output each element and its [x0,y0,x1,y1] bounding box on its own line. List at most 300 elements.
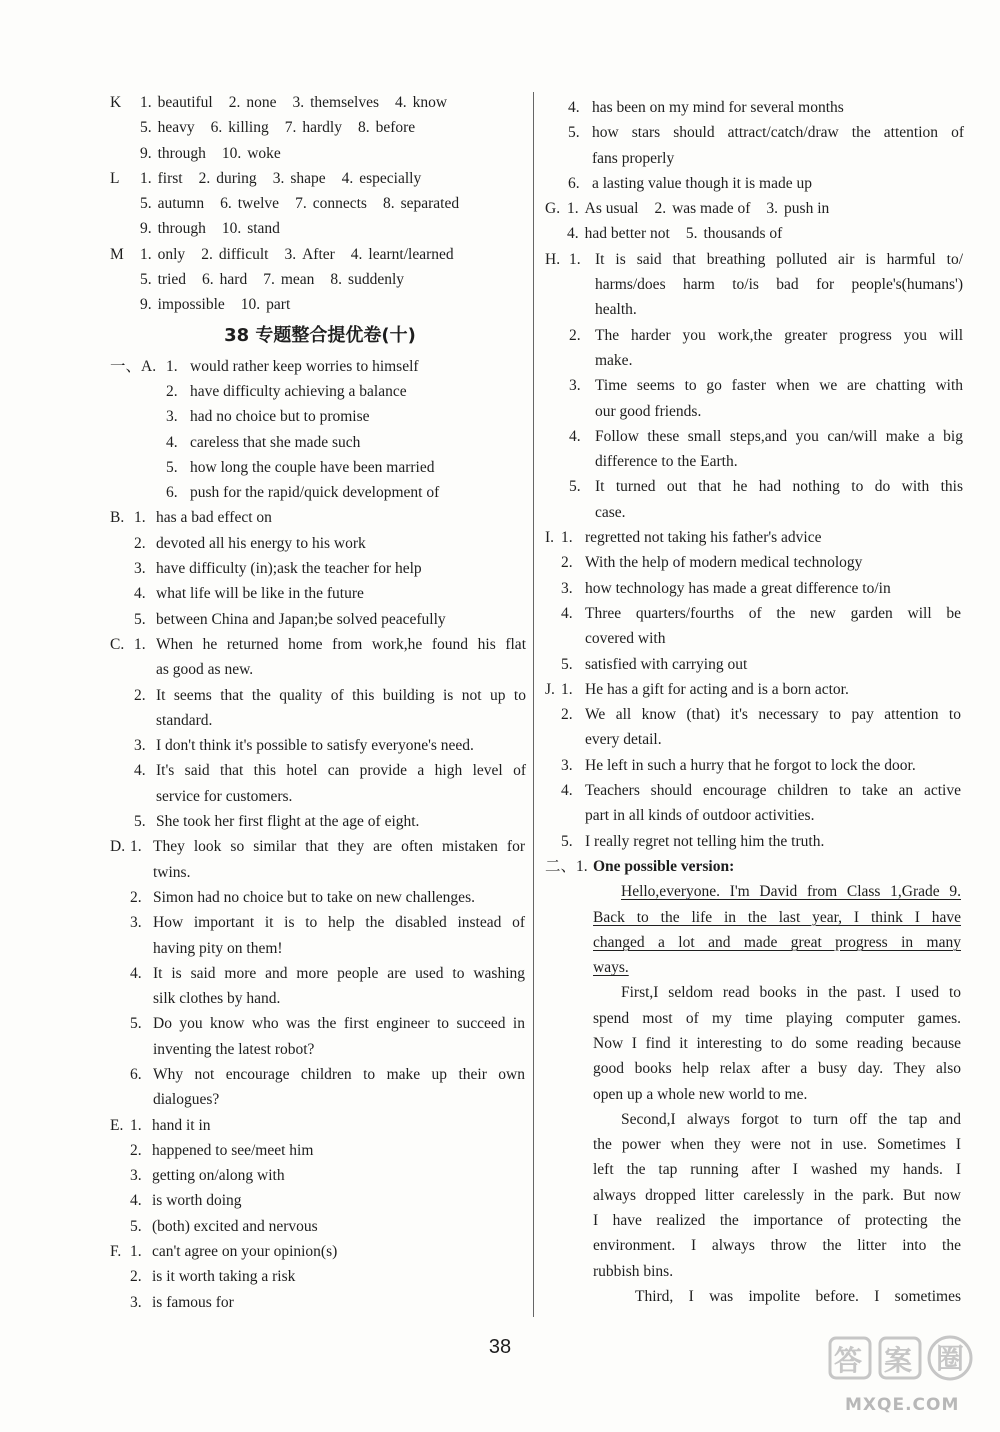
answer-line [110,480,530,505]
essay-text: spend most of my time playing computer games. [593,1009,961,1027]
section-label: I. [545,529,555,547]
answer-line [110,455,530,480]
row-items [140,216,296,241]
item-text: It turned out that he had nothing to do with this [595,478,963,496]
item-number: 3. [561,579,573,597]
answer-line [110,1113,530,1138]
item-number: 4. [350,245,363,263]
essay-text: left the tap running after I washed my hands. I [593,1161,961,1179]
item-number: 6. [568,174,580,192]
answer-line [110,531,530,556]
answer-row [110,216,530,241]
answer-line [545,348,965,373]
item-number: 3. [130,1167,142,1185]
item-number: 5. [685,225,698,243]
item-answer: hardly [302,119,342,137]
item-number: 3. [561,756,573,774]
answer-line [545,399,965,424]
item-number: 6. [130,1065,142,1083]
item-text: satisfied with carrying out [585,655,748,673]
section-label: D. [110,838,126,856]
item-number: 9. [140,296,152,314]
item-number: 4. [166,433,178,451]
item-text: The harder you work,the greater progress you will [595,326,963,344]
item-number: 2. [569,326,581,344]
item-text: how stars should attract/catch/draw the attention of [592,124,964,142]
essay-text: good books help relax after a busy day. They also [593,1060,961,1078]
item-answer: push in [784,200,830,218]
item-text: would rather keep worries to himself [190,357,419,375]
answer-line [110,1011,530,1036]
answer-line [110,505,530,530]
section-label: H. [545,250,561,268]
section-label: G. [545,200,561,218]
essay-line [545,1259,965,1284]
item-number: 4. [130,1192,142,1210]
item-text: dialogues? [153,1091,220,1109]
left-column [110,90,530,1315]
item-text: It's said that this hotel can provide a high level of [156,762,526,780]
essay-line [545,1157,965,1182]
item-number: 8. [357,119,370,137]
essay-text: rubbish bins. [593,1262,674,1280]
item-text: can't agree on your opinion(s) [152,1243,338,1261]
essay-line [545,1132,965,1157]
item-number: 5. [568,124,580,142]
item-text: I really regret not telling him the truth. [585,832,825,850]
row-items [140,292,306,317]
essay-heading-line [545,854,965,879]
essay-line [545,1107,965,1132]
item-text: Teachers should encourage children to take an active [585,782,961,800]
answer-line [545,171,965,196]
item-answer: After [302,245,335,263]
essay-text: Third, I was impolite before. I sometimes [635,1287,961,1305]
item-number: 10. [240,296,261,314]
answer-row [110,115,530,140]
answer-line [110,354,530,379]
answer-line [110,556,530,581]
essay-text: Now I find it interesting to do some reading because [593,1034,961,1052]
answer-row [110,267,530,292]
watermark-seal-char-2: 案 [884,1344,913,1377]
item-answer: none [246,94,277,111]
answer-line [545,297,965,322]
answer-line [110,936,530,961]
answer-line [545,272,965,297]
item-text: It seems that the quality of this building is not up to [156,686,526,704]
item-number: 5. [130,1015,142,1033]
section-label: L [110,169,120,187]
essay-text: always dropped litter carelessly in the park. But now [593,1186,961,1204]
item-number: 4. [134,585,146,603]
answer-line [545,424,965,449]
item-text: is it worth taking a risk [152,1268,296,1286]
item-number: 1. [567,200,579,218]
answer-line [110,657,530,682]
item-number: 2. [654,200,667,218]
item-answer: through [157,220,206,238]
answer-line [110,1264,530,1289]
item-number: 10. [221,220,242,238]
answer-line [110,1037,530,1062]
item-number: 1. [561,529,573,547]
item-text: harms/does harm to/is bad for people's(humans') [595,276,963,294]
item-text: covered with [585,630,666,648]
row-items [567,196,845,221]
item-text: Simon had no choice but to take on new challenges. [153,888,475,906]
item-answer: know [412,94,448,111]
item-text: have difficulty achieving a balance [190,382,407,400]
item-answer: impossible [157,296,225,314]
answer-line [545,247,965,272]
item-answer: learnt/learned [368,245,454,263]
row-items [567,221,798,246]
essay-line [545,955,965,980]
item-number: 8. [382,195,395,213]
item-number: 1. [569,250,581,268]
item-answer: connects [312,195,367,213]
essay-line [545,930,965,955]
item-number: 1. [140,94,152,111]
item-answer: stand [247,220,280,238]
item-number: 9. [140,220,152,238]
answer-line [110,986,530,1011]
essay-text: First,I seldom read books in the past. I used to [621,984,961,1002]
item-number: 3. [569,377,581,395]
item-number: 2. [130,1141,142,1159]
item-text: regretted not taking his father's advice [585,529,822,547]
item-text: It is said more and more people are used to washing [153,964,525,982]
item-number: 7. [284,119,297,137]
answer-line [110,1163,530,1188]
item-answer: woke [247,144,281,162]
item-text: inventing the latest robot? [153,1040,315,1058]
essay-text: changed a lot and made great progress in many [593,933,961,951]
essay-heading: One possible version: [593,857,735,875]
item-text: service for customers. [156,787,293,805]
item-number: 5. [140,271,152,289]
answer-row [110,242,530,267]
row-items [140,166,437,191]
answer-line [110,1062,530,1087]
row-items [140,141,297,166]
item-number: 2. [201,245,213,263]
item-text: as good as new. [156,661,254,679]
item-answer: As usual [584,200,639,218]
item-text: She took her first flight at the age of eight. [156,813,420,831]
essay-line [545,905,965,930]
essay-text: ways. [593,959,629,977]
item-text: difference to the Earth. [595,453,738,471]
item-text: every detail. [585,731,662,749]
section-label: J. [545,680,555,698]
item-answer: killing [228,119,269,137]
section-label: B. [110,509,125,527]
item-number: 5. [166,458,178,476]
essay-text: Hello,everyone. I'm David from Class 1,Grade 9. [621,883,961,901]
item-answer: hard [219,271,248,289]
item-text: is worth doing [152,1192,242,1210]
item-text: part in all kinds of outdoor activities. [585,807,815,825]
item-number: 5. [140,119,152,137]
essay-line [545,1233,965,1258]
item-answer: suddenly [348,271,404,289]
item-number: 2. [228,94,241,111]
item-number: 4. [130,964,142,982]
item-number: 4. [568,99,580,116]
section-label: F. [110,1243,122,1261]
item-number: 1. [134,509,146,527]
answer-line [545,601,965,626]
section-label: C. [110,635,125,653]
item-answer: themselves [310,94,379,111]
item-number: 3. [766,200,779,218]
essay-line [545,1006,965,1031]
row-items [140,115,431,140]
item-number: 10. [221,144,242,162]
answer-line [110,1214,530,1239]
item-answer: mean [280,271,315,289]
item-number: 2. [134,534,146,552]
item-number: 4. [341,169,354,187]
answer-line [110,683,530,708]
item-number: 4. [561,782,573,800]
item-answer: difficult [218,245,269,263]
item-number: 1. [134,635,146,653]
item-text: Do you know who was the first engineer to succeed in [153,1015,525,1033]
item-number: 3. [134,737,146,755]
answer-row [545,196,965,221]
answer-row [110,166,530,191]
item-text: We all know (that) it's necessary to pay attention to [585,706,961,724]
section-label: 二、1. [545,857,588,875]
answer-line [110,430,530,455]
item-number: 6. [210,119,223,137]
answer-line [110,758,530,783]
answer-line [110,1188,530,1213]
item-text: He left in such a hurry that he forgot to lock the door. [585,756,916,774]
item-number: 3. [284,245,297,263]
answer-line [545,829,965,854]
essay-line [545,980,965,1005]
item-text: It is said that breathing polluted air is harmful to/ [595,250,963,268]
section-label: 一、A. [110,357,157,375]
answer-row [110,141,530,166]
answer-line [545,474,965,499]
answer-line [110,1138,530,1163]
answer-row [110,191,530,216]
watermark-text: MXQE.COM [845,1395,960,1415]
item-number: 1. [130,1243,142,1261]
item-number: 1. [140,169,152,187]
answer-line [110,607,530,632]
item-text: push for the rapid/quick development of [190,484,440,502]
row-items [140,267,420,292]
item-number: 3. [130,1293,142,1311]
item-answer: especially [359,169,422,187]
item-number: 9. [140,144,152,162]
item-number: 1. [561,680,573,698]
item-number: 1. [130,838,142,856]
item-answer: heavy [157,119,195,137]
answer-line [110,404,530,429]
answer-line [110,379,530,404]
watermark-seal-char-1: 答 [834,1344,863,1377]
item-number: 6. [202,271,214,289]
item-answer: twelve [237,195,280,213]
answer-line [110,860,530,885]
item-number: 7. [295,195,307,213]
row-items [140,242,470,267]
answer-line [545,146,965,171]
item-number: 4. [561,604,573,622]
section-label: M [110,245,124,263]
item-text: careless that she made such [190,433,361,451]
item-number: 3. [292,94,305,111]
item-text: Follow these small steps,and you can/will make a big [595,427,963,445]
item-number: 3. [130,914,142,932]
answer-line [545,95,965,120]
item-text: Why not encourage children to make up their own [153,1065,525,1083]
item-text: twins. [153,863,191,881]
answer-line [545,323,965,348]
item-number: 1. [140,245,152,263]
item-text: what life will be like in the future [156,585,364,603]
item-text: Time seems to go faster when we are chatting with [595,377,963,395]
answer-line [110,910,530,935]
item-number: 2. [130,888,142,906]
item-number: 5. [561,832,573,850]
item-text: I don't think it's possible to satisfy everyone's need. [156,737,474,755]
item-text: had no choice but to promise [190,408,370,426]
answer-line [110,632,530,657]
essay-line [545,1183,965,1208]
answer-line [110,784,530,809]
item-number: 2. [130,1268,142,1286]
answer-line [545,803,965,828]
item-text: is famous for [152,1293,234,1311]
answer-line [110,1290,530,1315]
answer-line [110,1239,530,1264]
row-items [140,90,463,115]
item-answer: before [375,119,416,137]
answer-line [110,733,530,758]
item-answer: separated [400,195,460,213]
item-text: have difficulty (in);ask the teacher for help [156,560,422,578]
item-text: having pity on them! [153,939,283,957]
essay-text: open up a whole new world to me. [593,1085,808,1103]
item-text: He has a gift for acting and is a born actor. [585,680,849,698]
answer-line [110,708,530,733]
item-number: 6. [220,195,232,213]
answer-row [110,90,530,115]
essay-line [545,1284,965,1309]
item-text: getting on/along with [152,1167,285,1185]
answer-line [110,885,530,910]
item-answer: autumn [157,195,205,213]
item-number: 3. [134,560,146,578]
item-number: 5. [130,1217,142,1235]
answer-line [545,500,965,525]
right-column [545,95,965,1309]
section-title: 38 专题整合提优卷(十) [224,324,416,346]
essay-text: the power when they were not in use. Sometimes I [593,1136,961,1154]
answer-line [545,120,965,145]
item-number: 6. [166,484,178,502]
page-number: 38 [488,1336,512,1358]
essay-text: Back to the life in the last year, I think I have [593,908,961,926]
item-answer: thousands of [703,225,783,243]
item-number: 2. [134,686,146,704]
item-answer: through [157,144,206,162]
item-number: 5. [569,478,581,496]
item-number: 2. [561,706,573,724]
essay-line [545,1031,965,1056]
item-answer: beautiful [157,94,213,111]
item-number: 4. [394,94,407,111]
answer-line [110,961,530,986]
answer-line [545,373,965,398]
essay-line [545,1056,965,1081]
answer-line [545,677,965,702]
row-items [140,191,475,216]
item-number: 4. [134,762,146,780]
item-answer: only [157,245,186,263]
item-text: When he returned home from work,he found his flat [156,635,526,653]
answer-line [110,1087,530,1112]
item-answer: during [216,169,257,187]
item-text: a lasting value though it is made up [592,174,812,192]
item-number: 8. [330,271,343,289]
answer-line [545,753,965,778]
item-text: our good friends. [595,402,702,420]
answer-line [545,626,965,651]
section-label: E. [110,1116,124,1134]
item-text: silk clothes by hand. [153,990,281,1008]
item-number: 5. [140,195,152,213]
item-number: 2. [561,554,573,572]
item-number: 4. [569,427,581,445]
item-number: 5. [561,655,573,673]
item-text: has a bad effect on [156,509,272,527]
item-text: has been on my mind for several months [592,99,844,116]
item-answer: first [157,169,183,187]
item-text: how technology has made a great difference to/in [585,579,891,597]
answer-line [110,834,530,859]
essay-text: I have realized the importance of protecting the [593,1212,961,1230]
item-number: 5. [134,610,146,628]
item-text: between China and Japan;be solved peacefully [156,610,446,628]
item-number: 2. [198,169,211,187]
item-number: 7. [263,271,275,289]
item-text: fans properly [592,149,675,167]
answer-line [545,550,965,575]
item-text: Three quarters/fourths of the new garden will be [585,604,961,622]
item-number: 1. [166,357,178,375]
item-text: how long the couple have been married [190,458,435,476]
essay-text: Second,I always forgot to turn off the tap and [621,1110,961,1128]
item-text: With the help of modern medical technology [585,554,863,572]
item-answer: shape [290,169,326,187]
answer-row [545,221,965,246]
item-answer: part [266,296,291,314]
item-text: happened to see/meet him [152,1141,314,1159]
essay-line [545,1208,965,1233]
essay-line [545,879,965,904]
essay-line [545,1082,965,1107]
item-text: make. [595,351,633,369]
